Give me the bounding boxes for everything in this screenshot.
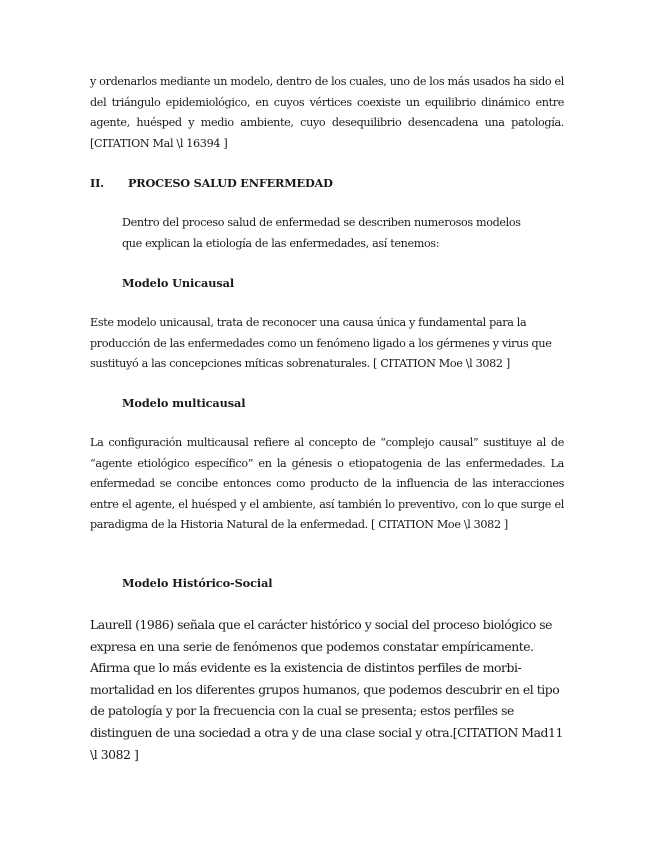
section-title: PROCESO SALUD ENFERMEDAD <box>128 176 333 190</box>
section-heading <box>90 176 333 190</box>
model-historico-social-heading: Modelo Histórico-Social <box>122 576 273 590</box>
section-intro-paragraph: Dentro del proceso salud de enfermedad se describen numerosos modelos que explican la etiología de las enfermedades, así tenemos: <box>122 216 521 250</box>
model-unicausal-heading: Modelo Unicausal <box>122 276 235 290</box>
model-multicausal-paragraph: La configuración multicausal refiere al concepto de “complejo causal” sustituye al de “agente etiológico específico” en la génesis o etiopatogenia de las enfermedades. La enfermedad se concibe entonces como producto de la influencia de las interacciones entre el agente, el huésped y el ambiente, así también lo preventivo, con lo que surge el paradigma de la Historia Natural de la enfermedad. [ CITATION Moe \l 3082 ] <box>90 436 564 531</box>
model-historico-social-paragraph: Laurell (1986) señala que el carácter histórico y social del proceso biológico se expresa en una serie de fenómenos que podemos constatar empíricamente. Afirma que lo más evidente es la existencia de distintos perfiles de morbi-mortalidad en los diferentes grupos humanos, que podemos descubrir en el tipo de patología y por la frecuencia con la cual se presenta; estos perfiles se distinguen de una sociedad a otra y de una clase social y otra.[CITATION Mad11 \l 3082 ] <box>90 617 563 762</box>
model-unicausal-paragraph: Este modelo unicausal, trata de reconocer una causa única y fundamental para la producción de las enfermedades como un fenómeno ligado a los gérmenes y virus que sustituyó a las concepciones míticas sobrenaturales. [ CITATION Moe \l 3082 ] <box>90 316 552 370</box>
intro-paragraph: y ordenarlos mediante un modelo, dentro de los cuales, uno de los más usados ha sido el del triángulo epidemiológico, en cuyos vértices coexiste un equilibrio dinámico entre agente, huésped y medio ambiente, cuyo desequilibrio desencadena una patología. [CITATION Mal \l 16394 ] <box>90 75 564 150</box>
model-multicausal-heading: Modelo multicausal <box>122 396 246 410</box>
section-number: II. <box>90 176 104 190</box>
